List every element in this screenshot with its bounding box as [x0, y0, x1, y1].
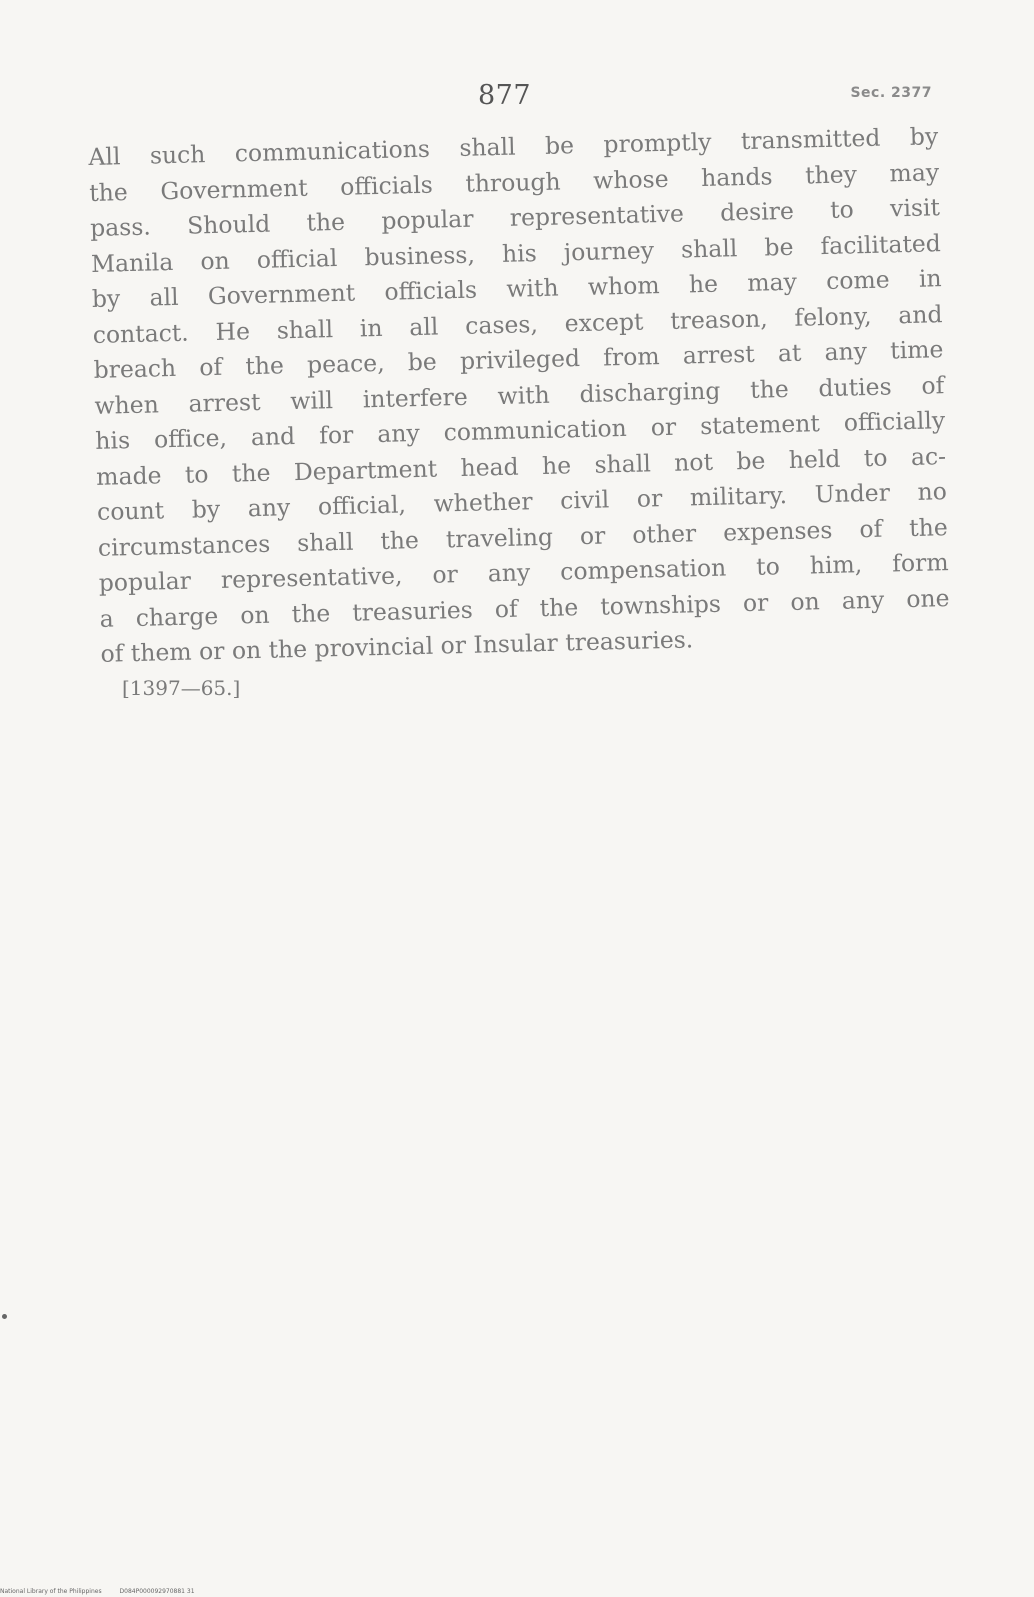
text-line: pass. Should the popular representative desire to visit: [89, 193, 941, 242]
text-line: of them or on the provincial or Insular treasuries.: [100, 625, 694, 668]
scan-speck: [2, 1314, 7, 1319]
text-line: made to the Department head he shall not be held to ac-: [95, 441, 947, 491]
text-line: by all Government officials with whom he may come in: [91, 264, 942, 313]
text-line: count by any official, whether civil or military. Under no: [96, 477, 948, 526]
scan-credit: [0, 1588, 211, 1595]
text-line: breach of the peace, be privileged from arrest at any time: [93, 335, 944, 384]
text-line: his office, and for any communication or statement officially: [95, 406, 946, 455]
body-paragraph: [88, 119, 951, 672]
text-line: All such communications shall be promptly transmitted by: [88, 122, 939, 171]
section-reference: Sec. 2377: [850, 85, 932, 101]
text-line: a charge on the treasuries of the townships or on any one: [99, 583, 950, 633]
text-line: circumstances shall the traveling or other expenses of the: [97, 512, 949, 562]
text-line: contact. He shall in all cases, except treason, felony, and: [92, 299, 943, 349]
text-line: popular representative, or any compensation to him, form: [98, 548, 949, 597]
citation: [1397—65.]: [122, 676, 241, 700]
library-credit: National Library of the Philippines: [0, 1588, 102, 1595]
text-line: the Government officials through whose hands they may: [88, 157, 940, 207]
scan-identifier: D084P000092970881 31: [119, 1588, 195, 1595]
text-line: when arrest will interfere with discharging the duties of: [94, 370, 945, 420]
text-line: Manila on official business, his journey shall be facilitated: [90, 228, 942, 278]
page-number: 877: [478, 80, 532, 111]
